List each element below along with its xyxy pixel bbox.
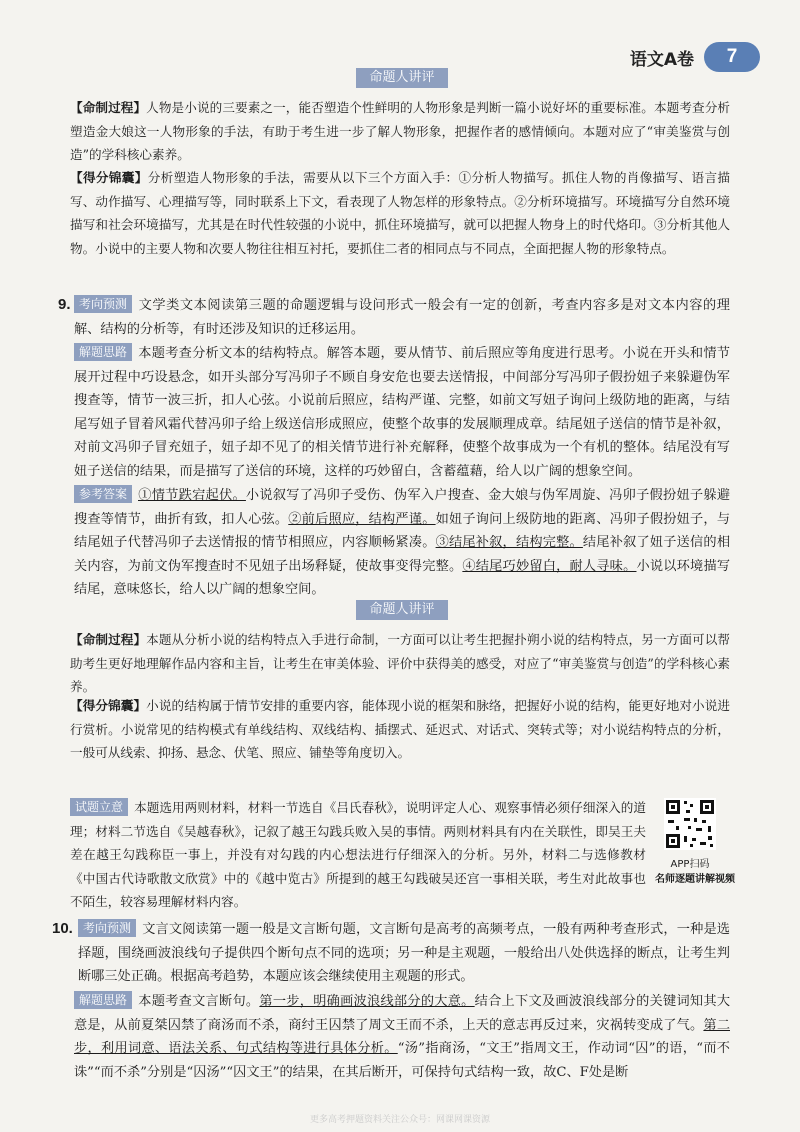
forecast-text: 文学类文本阅读第三题的命题逻辑与设问形式一般会有一定的创新，考查内容多是对文本内容的理解、结构的分析等，有时还涉及知识的迁移运用。 (74, 298, 730, 337)
qr-code-icon (664, 798, 716, 850)
forecast-tag: 考向预测 (74, 295, 132, 313)
process-label: 【命制过程】 (70, 100, 147, 115)
q9-process (70, 628, 730, 699)
q9-approach (74, 342, 730, 484)
answer-text-4: 小说以环境描写结尾，意味悠长，给人以广阔的想象空间。 (74, 558, 731, 598)
q10-approach (74, 990, 730, 1096)
answer-text-3: 结尾补叙了妞子送信的相关内容，为前文伪军搜查时不见妞子出场释疑，使故事变得完整。 (74, 535, 731, 574)
intent-tag: 试题立意 (70, 798, 128, 816)
step-two: 第二步，利用词意、语法关系、句式结构等进行具体分析。 (74, 1017, 730, 1057)
q9-forecast (74, 294, 730, 341)
footer-watermark: 更多高考押题资料关注公众号：网课网课资源 (309, 1115, 490, 1125)
passage-intent (70, 796, 646, 914)
question-number: 10. (52, 920, 73, 937)
section-title: 命题人讲评 (356, 600, 448, 620)
answer-tag: 参考答案 (74, 485, 132, 503)
tips-text: 小说的结构属于情节安排的重要内容，能体现小说的框架和脉络，把握好小说的结构，能更好地对小说进行赏析。小说常见的结构模式有单线结构、双线结构、插摆式、延迟式、对话式、突转式等；对小说结构特点的分析，一般可从线索、抑扬、悬念、伏笔、照应、铺垫等角度切入。 (70, 698, 731, 761)
paper-label: 语文A卷 (629, 49, 694, 70)
approach-analysis: “汤”指商汤，“文王”指周文王，作动词“囚”的语，“而不诛”“而不杀”分别是“囚汤”“囚文王”的结果，在其后断开，可保持句式结构一致，故C、F处是断 (74, 1041, 730, 1080)
answer-point-2: ②前后照应，结构严谨。 (288, 511, 436, 527)
process-text: 人物是小说的三要素之一，能否塑造个性鲜明的人物形象是判断一篇小说好坏的重要标准。本题考查分析塑造金大娘这一人物形象的手法，有助于考生进一步了解人物形象，把握作者的感情倾向。本题对应了“审美鉴赏与创造”的学科核心素养。 (70, 100, 731, 163)
approach-tag: 解题思路 (74, 343, 132, 361)
page-header (630, 40, 760, 74)
forecast-tag: 考向预测 (78, 919, 136, 937)
qr-subcaption: 名师逐题讲解视频 (655, 874, 735, 885)
process-label: 【命制过程】 (70, 632, 147, 647)
qr-caption: APP扫码 (670, 859, 710, 870)
tips-label: 【得分锦囊】 (70, 698, 147, 713)
question-number: 9. (58, 296, 71, 313)
answer-text-1: 小说叙写了冯卯子受伤、伪军入户搜查、金大娘与伪军周旋、冯卯子假扮妞子躲避搜查等情节，曲折有致，扣人心弦。 (74, 488, 731, 527)
process-text: 本题从分析小说的结构特点入手进行命制，一方面可以让考生把握扑朔小说的结构特点，另一方面可以帮助考生更好地理解作品内容和主旨，让考生在审美体验、评价中获得美的感受，对应了“审美鉴赏与创造”的学科核心素养。 (70, 632, 731, 695)
approach-text: 本题考查文言断句。 (138, 994, 260, 1009)
q9-tips (70, 694, 730, 765)
answer-text-2: 如妞子询问上级防地的距离、冯卯子假扮妞子，与结尾妞子代替冯卯子去送情报的情节相照应，内容顺畅紧凑。 (74, 511, 731, 551)
answer-point-4: ④结尾巧妙留白，耐人寻味。 (462, 558, 637, 574)
answer-point-3: ③结尾补叙，结构完整。 (435, 535, 583, 551)
approach-text: 本题考查分析文本的结构特点。解答本题，要从情节、前后照应等角度进行思考。小说在开头和情节展开过程中巧设悬念，如开头部分写冯卯子不顾自身安危也要去送情报，中间部分写冯卯子假扮妞子来躲避伪军搜查等，情节一波三折，扣人心弦。小说前后照应，结构严谨、完整，如前文写妞子询问上级防地的距离，与结尾写妞子冒着风霜代替冯卯子给上级送信形成照应，使整个故事的发展顺理成章。结尾妞子送信的情节是补叙，对前文冯卯子冒充妞子，妞子却不见了的相关情节进行补充解释，使整个故事成为一个有机的整体。结尾没有写妞子送信的结果，而是描写了送信的环境，这样的巧妙留白，含蓄蕴藉，给人以广阔的想象空间。 (74, 346, 730, 479)
q8-tips (70, 166, 730, 260)
forecast-text: 文言文阅读第一题一般是文言断句题，文言断句是高考的高频考点，一般有两种考查形式，一种是选择题，围绕画波浪线句子提供四个断句点不同的选项；另一种是主观题，一般给出八处供选择的断点，让考生判断哪三处正确。根据高考趋势，本题应该会继续使用主观题的形式。 (78, 922, 730, 985)
intent-text: 本题选用两则材料，材料一节选自《吕氏春秋》，说明评定人心、观察事情必须仔细深入的道理；材料二节选自《吴越春秋》，记叙了越王勾践兵败入吴的事情。两则材料具有内在关联性，即吴王夫差在越王勾践称臣一事上，并没有对勾践的内心想法进行仔细深入的分析。另外，材料二与选修教材《中国古代诗歌散文欣赏》中的《越中览古》所提到的越王勾践破吴还宫一事相关联，考生对此故事也不陌生，较容易理解材料内容。 (70, 800, 646, 910)
q10-forecast (78, 918, 730, 989)
tips-text: 分析塑造人物形象的手法，需要从以下三个方面入手：①分析人物描写。抓住人物的肖像描写、语言描写、动作描写、心理描写等，同时联系上下文，看表现了人物怎样的形象特点。②分析环境描写。环境描写分自然环境描写和社会环境描写，尤其是在时代性较强的小说中，抓住环境描写，就可以把握人物身上的时代烙印。③分析其他人物。小说中的主要人物和次要人物往往相互衬托，要抓住二者的相同点与不同点，全面把握人物的形象特点。 (70, 170, 731, 256)
tips-label: 【得分锦囊】 (70, 170, 148, 185)
q8-process (70, 96, 730, 167)
approach-detail: 结合上下文及画波浪线部分的关键词知其大意是，从前夏桀囚禁了商汤而不杀，商纣王囚禁了周文王而不杀，上天的意志再反过来，灾祸转变成了气。 (74, 994, 730, 1033)
answer-point-1: ①情节跌宕起伏。 (138, 488, 246, 503)
step-one: 第一步，明确画波浪线部分的大意。 (259, 994, 475, 1009)
q9-answer (74, 484, 730, 602)
section-title: 命题人讲评 (356, 68, 448, 88)
qr-code[interactable] (664, 798, 716, 850)
approach-tag: 解题思路 (74, 991, 132, 1009)
page-number: 7 (704, 42, 760, 72)
